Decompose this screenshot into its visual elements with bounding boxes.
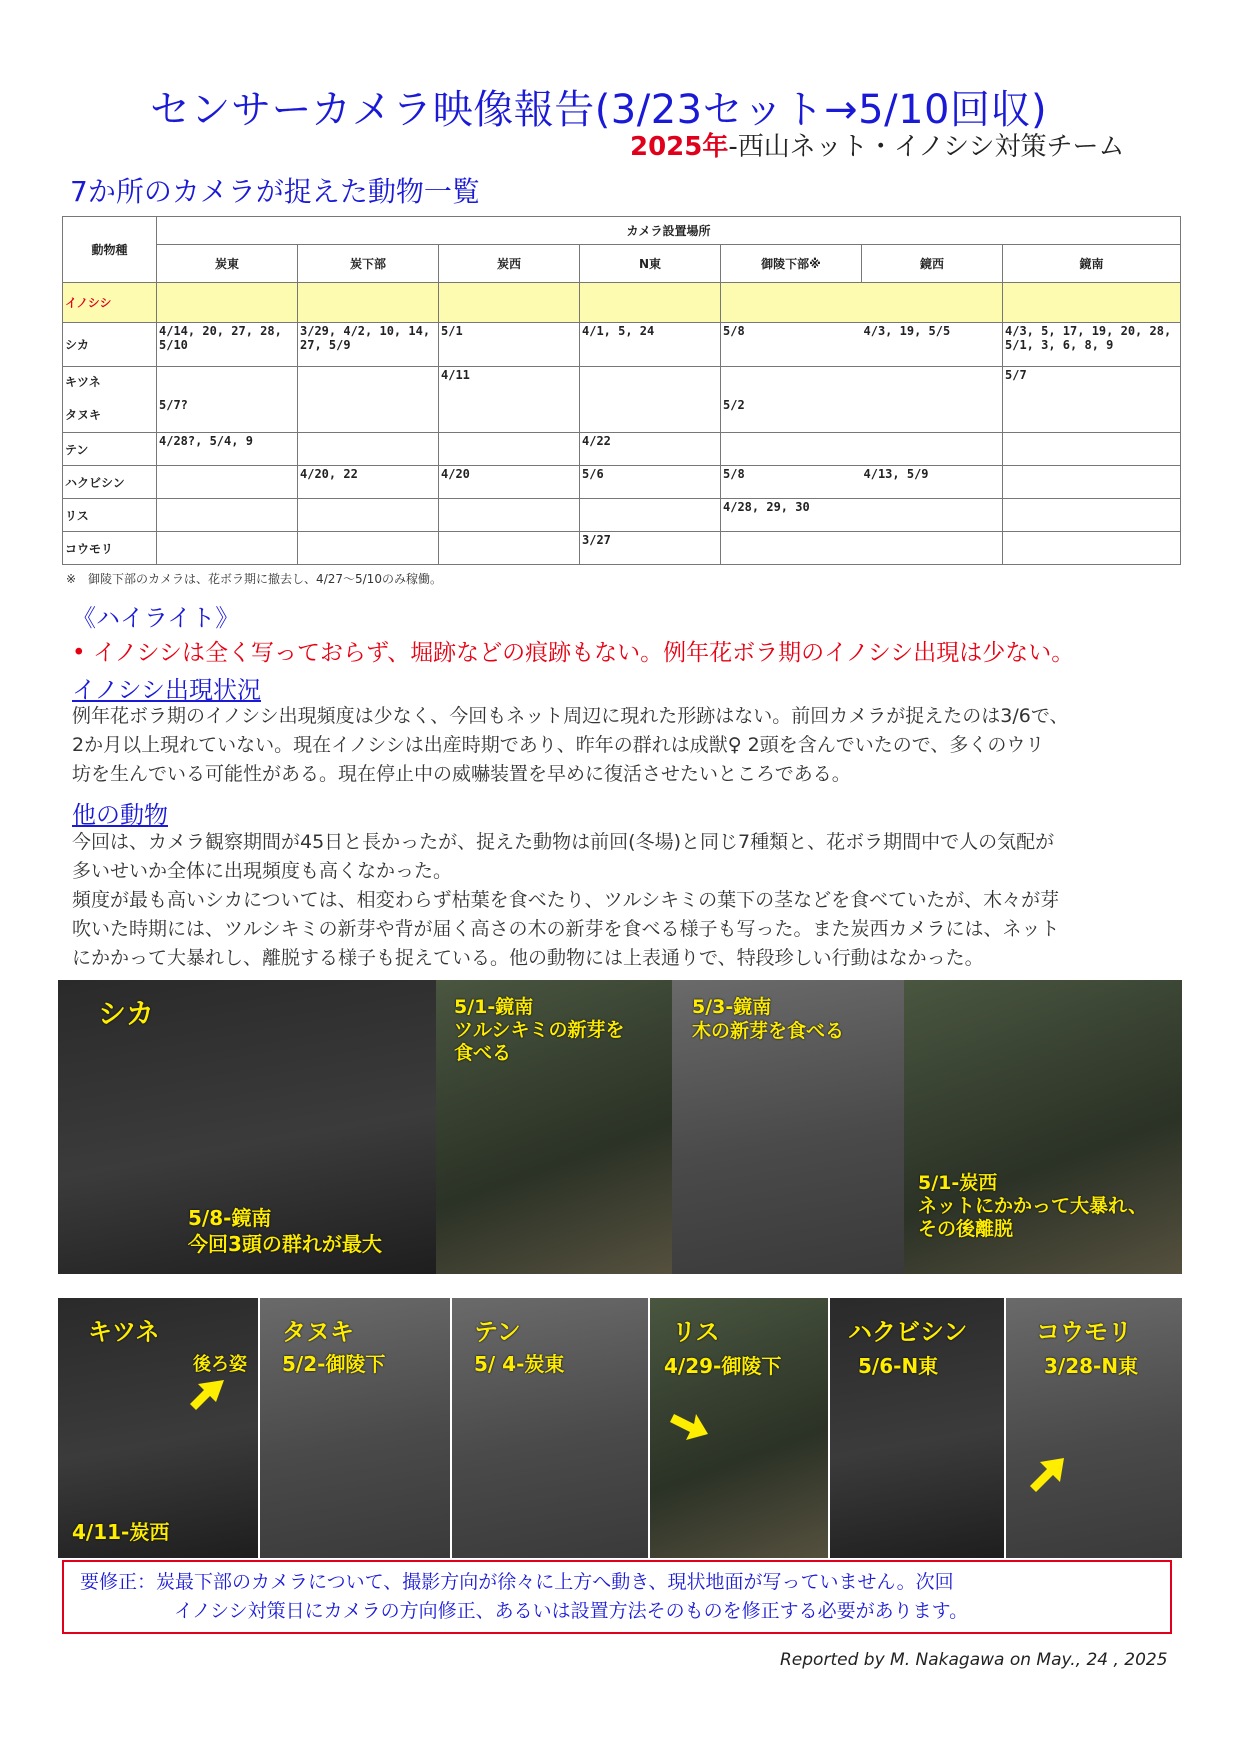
table-cell: 4/13, 5/9 — [862, 466, 1003, 499]
photo-caption: 木の新芽を食べる — [692, 1020, 845, 1042]
bat-photo — [1006, 1298, 1182, 1558]
table-cell — [862, 532, 1003, 565]
photo-label: キツネ — [88, 1318, 160, 1346]
photo-caption: 3/28-N東 — [1044, 1354, 1139, 1378]
table-cell — [721, 367, 862, 397]
fox-photo — [58, 1298, 258, 1558]
table-cell: 5/2 — [721, 397, 862, 433]
fix-line: 要修正：炭最下部のカメラについて、撮影方向が徐々に上方へ動き、現状地面が写っていません。次回 — [80, 1571, 954, 1593]
species-cell: ハクビシン — [63, 466, 157, 499]
table-cell — [298, 397, 439, 433]
photo-note: 後ろ姿 — [193, 1354, 247, 1375]
species-cell: シカ — [63, 323, 157, 367]
table-cell: 4/11 — [439, 367, 580, 397]
photo-caption: 5/1-炭西 — [918, 1172, 998, 1194]
table-cell — [862, 283, 1003, 323]
photo-label: リス — [672, 1318, 720, 1346]
table-cell: 4/3, 5, 17, 19, 20, 28, 5/1, 3, 6, 8, 9 — [1003, 323, 1181, 367]
boar-section-body — [72, 702, 1182, 789]
table-cell: 3/29, 4/2, 10, 14, 27, 5/9 — [298, 323, 439, 367]
table-cell — [298, 499, 439, 532]
table-cell: 5/6 — [580, 466, 721, 499]
table-cell — [862, 397, 1003, 433]
civet-photo — [830, 1298, 1004, 1558]
photo-caption: 5/ 4-炭東 — [474, 1352, 565, 1376]
arrow-icon — [666, 1408, 710, 1444]
table-cell — [157, 499, 298, 532]
table-cell — [862, 499, 1003, 532]
table-cell: 5/8 — [721, 466, 862, 499]
table-cell — [862, 367, 1003, 397]
location-col: 炭東 — [157, 245, 298, 283]
table-cell — [721, 532, 862, 565]
table-cell: 4/22 — [580, 433, 721, 466]
table-cell — [157, 532, 298, 565]
page-title: センサーカメラ映像報告(3/23セット→5/10回収) — [150, 87, 1048, 133]
table-cell — [439, 397, 580, 433]
subtitle-team: -西山ネット・イノシシ対策チーム — [728, 132, 1125, 162]
page-subtitle — [630, 126, 1125, 163]
other-section-heading: 他の動物 — [72, 801, 168, 829]
table-cell — [580, 397, 721, 433]
paragraph-line: 2か月以上現れていない。現在イノシシは出産時期であり、昨年の群れは成獣♀ 2頭を含んでいたので、多くのウリ — [72, 734, 1045, 756]
paragraph-line: にかかって大暴れし、離脱する様子も捉えている。他の動物には上表通りで、特段珍しい行動はなかった。 — [72, 947, 984, 969]
paragraph-line: 多いせいか全体に出現頻度も高くなかった。 — [72, 860, 453, 882]
paragraph-line: 吹いた時期には、ツルシキミの新芽や背が届く高さの木の新芽を食べる様子も写った。また炭西カメラには、ネット — [72, 918, 1060, 940]
species-header: 動物種 — [63, 217, 157, 283]
species-cell: イノシシ — [63, 283, 157, 323]
paragraph-line: 坊を生んでいる可能性がある。現在停止中の威嚇装置を早めに復活させたいところである。 — [72, 763, 851, 785]
deer-photo-net — [904, 980, 1182, 1274]
animal-list-heading: 7か所のカメラが捉えた動物一覧 — [70, 175, 480, 208]
deer-photo-eating — [672, 980, 904, 1274]
tanuki-photo — [260, 1298, 450, 1558]
location-col: 炭西 — [439, 245, 580, 283]
species-cell: テン — [63, 433, 157, 466]
photo-caption: 食べる — [454, 1042, 512, 1064]
photo-caption: 5/8-鏡南 — [188, 1206, 272, 1230]
table-cell — [298, 532, 439, 565]
table-cell — [439, 283, 580, 323]
table-row — [63, 367, 1181, 397]
fix-line: イノシシ対策日にカメラの方向修正、あるいは設置方法そのものを修正する必要があります。 — [174, 1600, 969, 1622]
table-cell — [1003, 283, 1181, 323]
table-cell — [298, 367, 439, 397]
table-cell: 5/7? — [157, 397, 298, 433]
table-cell — [157, 466, 298, 499]
location-col: 鏡西 — [862, 245, 1003, 283]
table-row — [63, 323, 1181, 367]
paragraph-line: 頻度が最も高いシカについては、相変わらず枯葉を食べたり、ツルシキミの葉下の茎などを食べていたが、木々が芽 — [72, 889, 1060, 911]
squirrel-photo — [650, 1298, 828, 1558]
table-cell — [439, 532, 580, 565]
photo-caption: 5/2-御陵下 — [282, 1352, 386, 1376]
table-cell — [580, 367, 721, 397]
table-cell: 4/20, 22 — [298, 466, 439, 499]
table-cell: 4/3, 19, 5/5 — [862, 323, 1003, 367]
table-cell — [1003, 499, 1181, 532]
location-col: 鏡南 — [1003, 245, 1181, 283]
table-row — [63, 283, 1181, 323]
table-cell — [721, 433, 862, 466]
table-row — [63, 466, 1181, 499]
table-cell: 5/1 — [439, 323, 580, 367]
table-cell: 4/14, 20, 27, 28, 5/10 — [157, 323, 298, 367]
table-cell — [439, 499, 580, 532]
table-cell — [721, 283, 862, 323]
table-cell: 4/28, 29, 30 — [721, 499, 862, 532]
location-header: カメラ設置場所 — [157, 217, 1181, 245]
table-row — [63, 532, 1181, 565]
species-cell: リス — [63, 499, 157, 532]
deer-photo-day — [436, 980, 672, 1274]
table-row — [63, 397, 1181, 433]
table-cell — [580, 499, 721, 532]
species-cell: コウモリ — [63, 532, 157, 565]
fix-notice-text — [80, 1568, 968, 1626]
photo-caption: 4/11-炭西 — [72, 1520, 170, 1544]
table-cell — [1003, 466, 1181, 499]
location-col: N東 — [580, 245, 721, 283]
photo-caption: 今回3頭の群れが最大 — [188, 1232, 382, 1256]
table-cell: 3/27 — [580, 532, 721, 565]
photo-label: テン — [474, 1318, 521, 1346]
table-cell: 4/28?, 5/4, 9 — [157, 433, 298, 466]
table-cell: 4/20 — [439, 466, 580, 499]
photo-label: ハクビシン — [848, 1318, 968, 1346]
arrow-icon — [186, 1376, 226, 1416]
photo-caption: ツルシキミの新芽を — [454, 1019, 625, 1041]
table-note: ※ 御陵下部のカメラは、花ボラ期に撤去し、4/27～5/10のみ稼働。 — [66, 572, 442, 586]
species-cell: キツネ — [63, 367, 157, 397]
table-cell — [862, 433, 1003, 466]
location-col: 御陵下部※ — [721, 245, 862, 283]
other-section-body — [72, 828, 1182, 973]
table-cell — [580, 283, 721, 323]
highlight-text: • イノシシは全く写っておらず、堀跡などの痕跡もない。例年花ボラ期のイノシシ出現は少ない。 — [72, 640, 1075, 666]
photo-caption: ネットにかかって大暴れ、 — [918, 1195, 1148, 1217]
table-cell — [1003, 532, 1181, 565]
highlight-heading: 《ハイライト》 — [72, 604, 240, 632]
table-row — [63, 499, 1181, 532]
animal-table — [62, 216, 1181, 565]
table-cell — [298, 283, 439, 323]
photo-label: シカ — [98, 997, 155, 1030]
species-cell: タヌキ — [63, 397, 157, 433]
photo-caption: その後離脱 — [918, 1218, 1014, 1240]
table-cell: 5/8 — [721, 323, 862, 367]
table-cell — [1003, 397, 1181, 433]
deer-photo-night — [58, 980, 436, 1274]
subtitle-year: 2025年 — [630, 132, 729, 162]
paragraph-line: 今回は、カメラ観察期間が45日と長かったが、捉えた動物は前回(冬場)と同じ7種類と、花ボラ期間中で人の気配が — [72, 831, 1055, 853]
ten-photo — [452, 1298, 648, 1558]
photo-caption: 5/6-N東 — [858, 1354, 939, 1378]
photo-caption: 5/1-鏡南 — [454, 996, 534, 1018]
location-col: 炭下部 — [298, 245, 439, 283]
table-cell — [1003, 433, 1181, 466]
paragraph-line: 例年花ボラ期のイノシシ出現頻度は少なく、今回もネット周辺に現れた形跡はない。前回カメラが捉えたのは3/6で、 — [72, 705, 1069, 727]
table-row — [63, 433, 1181, 466]
photo-label: コウモリ — [1036, 1318, 1132, 1346]
table-cell — [298, 433, 439, 466]
table-cell — [157, 367, 298, 397]
photo-caption: 5/3-鏡南 — [692, 996, 772, 1018]
report-footer: Reported by M. Nakagawa on May., 24 , 2025 — [780, 1650, 1168, 1670]
table-cell: 5/7 — [1003, 367, 1181, 397]
photo-label: タヌキ — [282, 1318, 354, 1346]
table-cell — [439, 433, 580, 466]
table-cell — [157, 283, 298, 323]
table-cell: 4/1, 5, 24 — [580, 323, 721, 367]
boar-section-heading: イノシシ出現状況 — [72, 676, 261, 704]
photo-caption: 4/29-御陵下 — [664, 1354, 782, 1378]
arrow-icon — [1028, 1456, 1068, 1496]
